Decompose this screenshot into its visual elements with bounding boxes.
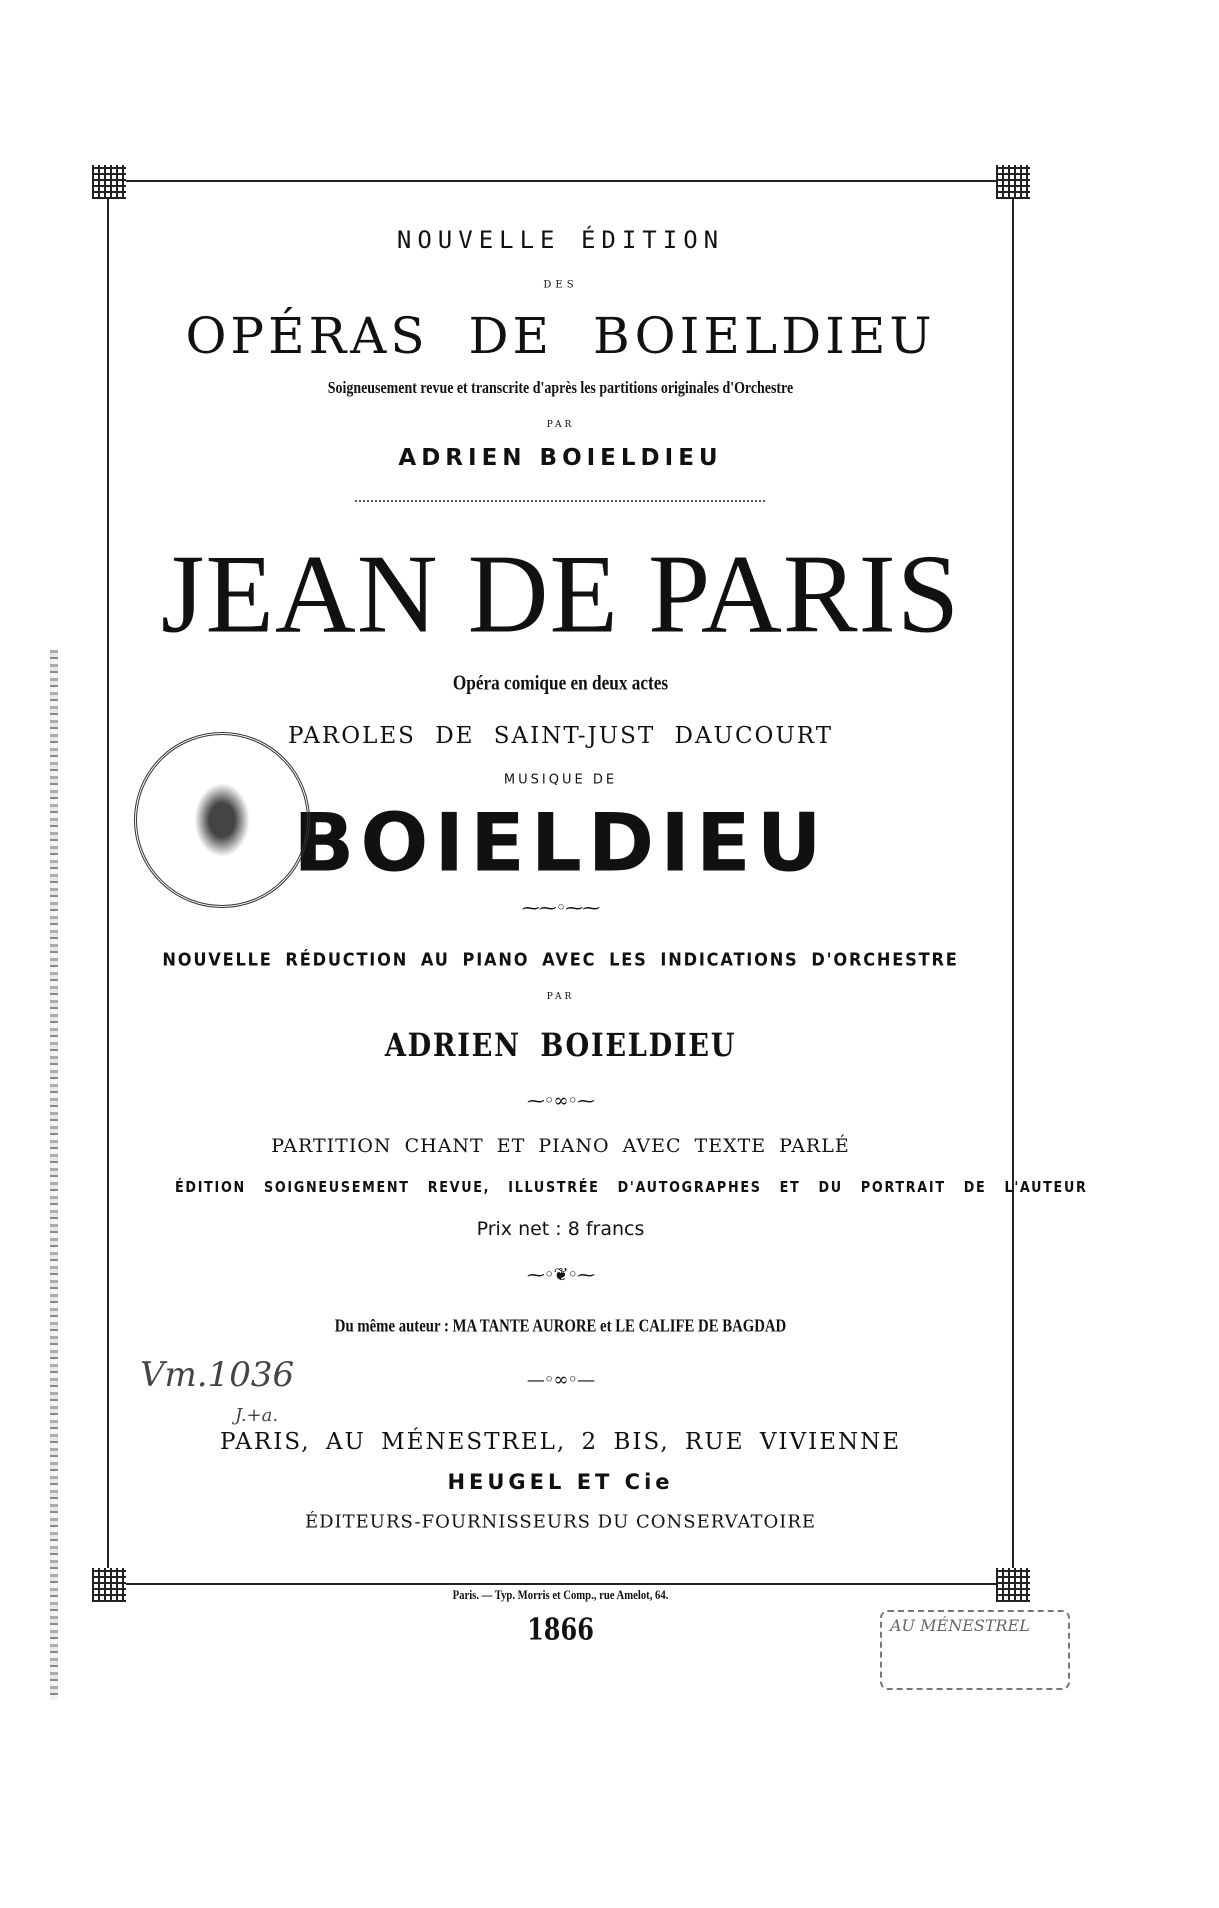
work-title: JEAN DE PARIS xyxy=(160,532,961,657)
printer-line: Paris. — Typ. Morris et Comp., rue Amelot, 64. xyxy=(452,1587,669,1602)
des-label: DES xyxy=(543,279,578,291)
flourish-divider: ⁓⁓◦⁓⁓ xyxy=(521,897,600,919)
scan-binding-edge xyxy=(50,650,58,1700)
price: Prix net : 8 francs xyxy=(476,1218,645,1240)
musique-de-label: MUSIQUE DE xyxy=(503,772,618,788)
divider xyxy=(355,500,765,502)
edition-description: ÉDITION SOIGNEUSEMENT REVUE, ILLUSTRÉE D'AUTOGRAPHES ET DU PORTRAIT DE L'AUTEUR xyxy=(175,1178,1088,1196)
frame-corner-ornament xyxy=(92,165,126,199)
publisher-address: PARIS, AU MÉNESTREL, 2 BIS, RUE VIVIENNE xyxy=(219,1429,902,1455)
publisher-role: ÉDITEURS-FOURNISSEURS DU CONSERVATOIRE xyxy=(304,1511,817,1533)
editor-name: ADRIEN BOIELDIEU xyxy=(398,445,723,471)
handwritten-shelfmark: Vm.1036 xyxy=(140,1355,295,1395)
publication-year: 1866 xyxy=(527,1612,594,1648)
eagle-emblem-icon xyxy=(192,780,252,860)
series-subtitle: Soigneusement revue et transcrite d'après les partitions originales d'Orchestre xyxy=(327,378,794,397)
reduction-editor: ADRIEN BOIELDIEU xyxy=(384,1026,737,1064)
publisher-name: HEUGEL ET Cie xyxy=(447,1470,674,1494)
partition-line: PARTITION CHANT ET PIANO AVEC TEXTE PARLÉ xyxy=(271,1135,850,1157)
frame-corner-ornament xyxy=(996,1568,1030,1602)
flourish-divider: —◦∞◦— xyxy=(526,1369,595,1391)
frame-corner-ornament xyxy=(996,165,1030,199)
flourish-divider: ⁓◦∞◦⁓ xyxy=(526,1090,595,1112)
composer-name: BOIELDIEU xyxy=(293,796,828,890)
librettist: PAROLES DE SAINT-JUST DAUCOURT xyxy=(287,723,834,749)
reduction-line: NOUVELLE RÉDUCTION AU PIANO AVEC LES INDICATIONS D'ORCHESTRE xyxy=(162,949,959,971)
series-title: OPÉRAS DE BOIELDIEU xyxy=(185,307,936,365)
library-stamp xyxy=(134,732,310,908)
same-author-line: Du même auteur : MA TANTE AURORE et LE CALIFE DE BAGDAD xyxy=(334,1315,787,1336)
flourish-divider: ⁓◦❦◦⁓ xyxy=(526,1264,595,1286)
handwritten-shelfmark-sub: J.+a. xyxy=(235,1405,279,1426)
par-label: PAR xyxy=(546,420,575,430)
frame-corner-ornament xyxy=(92,1568,126,1602)
publisher-stamp: AU MÉNESTREL xyxy=(880,1610,1070,1690)
edition-heading: NOUVELLE ÉDITION xyxy=(396,226,725,254)
work-genre: Opéra comique en deux actes xyxy=(452,670,669,695)
par-label: PAR xyxy=(546,992,575,1002)
